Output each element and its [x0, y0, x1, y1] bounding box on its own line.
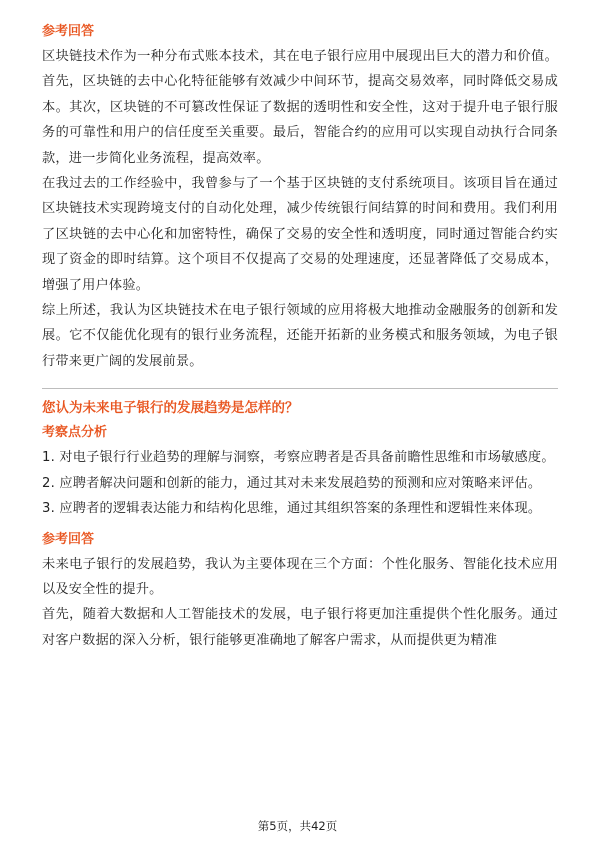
analysis-item: 1. 对电子银行行业趋势的理解与洞察，考察应聘者是否具备前瞻性思维和市场敏感度。	[42, 450, 555, 466]
analysis-item: 3. 应聘者的逻辑表达能力和结构化思维，通过其组织答案的条理性和逻辑性来体现。	[42, 501, 542, 517]
reference-answer-heading: 参考回答	[42, 531, 95, 547]
answer-paragraph: 在我过去的工作经验中，我曾参与了一个基于区块链的支付系统项目。该项目旨在通过区块链技术实现跨境支付的自动化处理，减少传统银行间结算的时间和费用。我们利用了区块链的去中心化和加密特性，确保了交易的安全性和透明度，同时通过智能合约实现了资金的即时结算。这个项目不仅提高了交易的处理速度，还显著降低了交易成本，增强了用户体验。	[42, 176, 558, 293]
document-page	[42, 22, 558, 653]
question-title: 您认为未来电子银行的发展趋势是怎样的？	[42, 400, 299, 417]
page-number: 第5页，共42页	[257, 819, 338, 833]
answer-paragraph: 首先，随着大数据和人工智能技术的发展，电子银行将更加注重提供个性化服务。通过对客户数据的深入分析，银行能够更准确地了解客户需求，从而提供更为精准	[42, 607, 558, 648]
reference-answer-heading: 参考回答	[42, 24, 95, 39]
section-divider	[42, 388, 558, 389]
answer-paragraph: 未来电子银行的发展趋势，我认为主要体现在三个方面：个性化服务、智能化技术应用以及安全性的提升。	[42, 556, 558, 597]
answer-paragraph: 综上所述，我认为区块链技术在电子银行领域的应用将极大地推动金融服务的创新和发展。它不仅能优化现有的银行业务流程，还能开拓新的业务模式和服务领域，为电子银行带来更广阔的发展前景。	[42, 303, 558, 369]
analysis-item: 2. 应聘者解决问题和创新的能力，通过其对未来发展趋势的预测和应对策略来评估。	[42, 475, 542, 491]
answer-paragraph: 区块链技术作为一种分布式账本技术，其在电子银行应用中展现出巨大的潜力和价值。首先，区块链的去中心化特征能够有效减少中间环节，提高交易效率，同时降低交易成本。其次，区块链的不可篡改性保证了数据的透明性和安全性，这对于提升电子银行服务的可靠性和用户的信任度至关重要。最后，智能合约的应用可以实现自动执行合同条款，进一步简化业务流程，提高效率。	[42, 49, 558, 166]
analysis-heading: 考察点分析	[42, 425, 108, 441]
